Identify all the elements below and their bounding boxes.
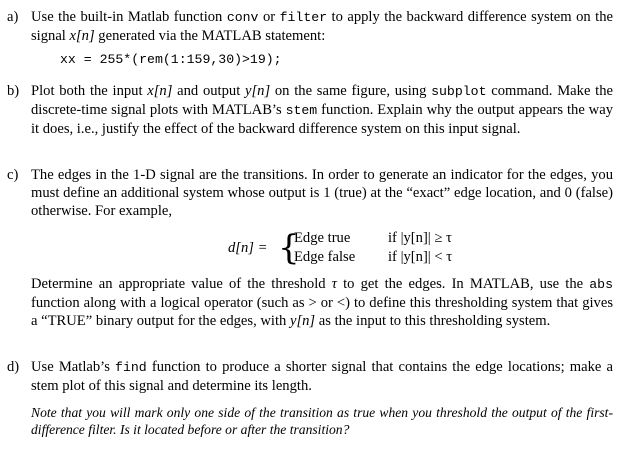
equation-value: Edge true	[294, 230, 351, 246]
part-d-note: Note that you will mark only one side of the transition as true when you threshold the output of the first-difference filter. Is it located before or after the transition?	[31, 405, 613, 437]
text-run: Use Matlab’s	[31, 359, 116, 375]
text-run: Plot both the input	[31, 83, 148, 99]
text-run: Use the built-in Matlab function	[31, 9, 227, 25]
part-d-text	[31, 358, 613, 395]
part-c-text-intro: The edges in the 1-D signal are the transitions. In order to generate an indicator for the edges, you must define an additional system whose output is 1 (true) at the “exact” edge location, and 0 (false) otherwise. For example,	[31, 167, 613, 219]
code-abs: abs	[589, 277, 613, 292]
equation-value: Edge false	[294, 249, 356, 265]
part-a-label: a)	[7, 9, 19, 25]
text-run: function. Explain why the output appears the way it does, i.e., justify the effect of the backward difference system on this input signal.	[31, 102, 613, 137]
part-b	[7, 82, 613, 138]
text-run: on the same figure, using	[270, 83, 432, 99]
part-b-label: b)	[7, 83, 20, 99]
equation-condition: if |y[n]| ≥ τ	[388, 230, 452, 246]
math-xn: x[n]	[69, 28, 95, 44]
code-filter: filter	[279, 10, 328, 25]
part-c-text-body	[31, 275, 613, 330]
edge-indicator-equation	[228, 228, 488, 270]
part-d-label: d)	[7, 359, 20, 375]
part-d	[7, 358, 613, 438]
equation-brace: {	[278, 228, 300, 268]
text-run: function along with a logical operator (such as > or <) to define this thresholding system that gives a “TRUE” binary output for the edges, with	[31, 295, 613, 329]
equation-lhs: d[n] =	[228, 240, 268, 256]
equation-row-true	[294, 230, 452, 247]
text-run: command. Make the discrete-time signal plots with MATLAB’s	[31, 83, 613, 118]
math-tau: τ	[331, 276, 337, 292]
part-a	[7, 8, 613, 45]
math-yn: y[n]	[245, 83, 271, 99]
part-c	[7, 166, 613, 220]
text-run: to apply the backward difference system on the signal	[31, 9, 613, 44]
math-xn: x[n]	[147, 83, 173, 99]
part-c-label: c)	[7, 167, 19, 183]
code-stem: stem	[285, 103, 318, 118]
text-run: or	[258, 9, 280, 25]
equation-condition: if |y[n]| < τ	[388, 249, 453, 265]
text-run: generated via the MATLAB statement:	[94, 28, 326, 44]
math-yn: y[n]	[289, 313, 316, 329]
text-run: Determine an appropriate value of the threshold	[31, 276, 332, 292]
code-conv: conv	[226, 10, 259, 25]
text-run: and output	[172, 83, 245, 99]
part-b-text	[31, 82, 613, 138]
text-run: function to produce a shorter signal that contains the edge locations; make a stem plot of this signal and determine its length.	[31, 359, 613, 394]
part-a-text	[31, 8, 613, 45]
text-run: to get the edges. In MATLAB, use the	[336, 276, 590, 292]
equation-row-false	[294, 249, 453, 266]
code-find: find	[115, 360, 147, 375]
part-c-continued	[7, 275, 613, 330]
code-subplot: subplot	[431, 84, 487, 99]
text-run: as the input to this thresholding system.	[315, 313, 551, 329]
matlab-statement: xx = 255*(rem(1:159,30)>19);	[60, 52, 282, 67]
